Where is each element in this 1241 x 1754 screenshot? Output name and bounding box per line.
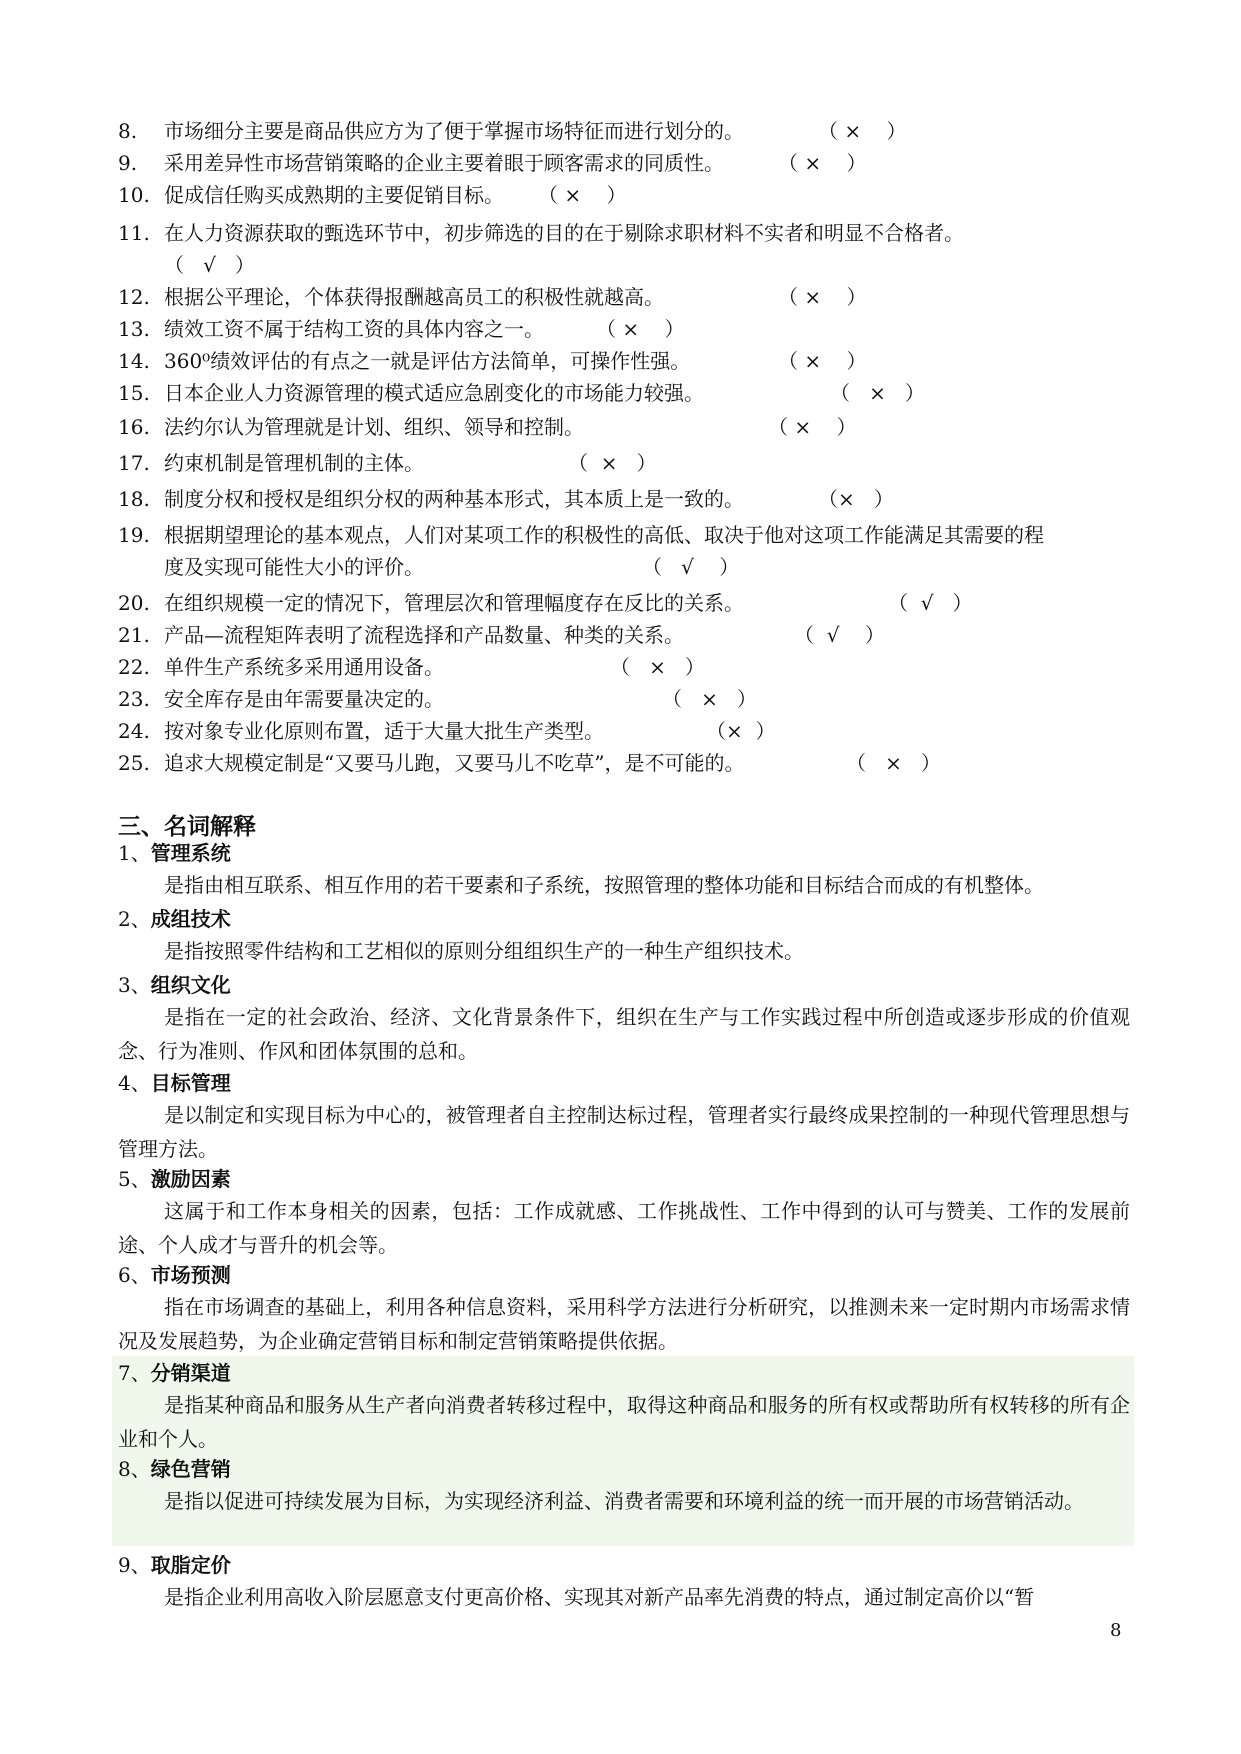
question-number: 12. xyxy=(118,285,150,309)
term-name: 目标管理 xyxy=(150,1071,231,1095)
question-item xyxy=(118,622,885,648)
question-number: 11. xyxy=(118,221,150,245)
term-name: 激励因素 xyxy=(150,1167,231,1191)
term-number: 9、 xyxy=(118,1553,151,1577)
question-number: 19. xyxy=(118,523,150,547)
term-heading xyxy=(118,1070,231,1096)
term-name: 市场预测 xyxy=(150,1263,231,1287)
question-answer: （ × ） xyxy=(778,285,867,309)
term-heading xyxy=(118,1360,231,1386)
question-item xyxy=(118,380,925,406)
term-definition: 是指按照零件结构和工艺相似的原则分组组织生产的一种生产组织技术。 xyxy=(164,939,804,963)
section-title: 三、名词解释 xyxy=(118,814,256,840)
question-number: 14. xyxy=(118,349,150,373)
question-text: 在组织规模一定的情况下，管理层次和管理幅度存在反比的关系。 xyxy=(164,591,744,615)
question-text: 产品—流程矩阵表明了流程选择和产品数量、种类的关系。 xyxy=(164,623,684,647)
question-continuation-text: 度及实现可能性大小的评价。 xyxy=(164,555,424,579)
term-definition: 指在市场调查的基础上，利用各种信息资料，采用科学方法进行分析研究，以推测未来一定时期内市场需求情况及发展趋势，为企业确定营销目标和制定营销策略提供依据。 xyxy=(118,1295,1130,1353)
question-item xyxy=(118,118,907,144)
question-text: 日本企业人力资源管理的模式适应急剧变化的市场能力较强。 xyxy=(164,381,704,405)
term-heading xyxy=(118,840,231,866)
term-name: 绿色营销 xyxy=(150,1457,231,1481)
question-number: 22. xyxy=(118,655,150,679)
question-continuation xyxy=(164,554,740,580)
question-item xyxy=(118,486,894,512)
question-item xyxy=(118,284,867,310)
term-name: 取脂定价 xyxy=(150,1553,231,1577)
term-definition: 是指以促进可持续发展为目标，为实现经济利益、消费者需要和环境利益的统一而开展的市场营销活动。 xyxy=(164,1489,1084,1513)
question-item xyxy=(118,522,1044,548)
question-item xyxy=(118,654,705,680)
question-answer: （× ） xyxy=(706,719,776,743)
question-answer: （ × ） xyxy=(610,655,705,679)
question-item xyxy=(118,718,776,744)
question-item xyxy=(118,590,973,616)
question-text: 安全库存是由年需要量决定的。 xyxy=(164,687,444,711)
question-answer: （× ） xyxy=(818,487,894,511)
question-text: 按对象专业化原则布置，适于大量大批生产类型。 xyxy=(164,719,604,743)
question-text: 约束机制是管理机制的主体。 xyxy=(164,451,424,475)
question-number: 15. xyxy=(118,381,150,405)
question-number: 8. xyxy=(118,119,138,143)
question-text: 绩效工资不属于结构工资的具体内容之一。 xyxy=(164,317,544,341)
question-item xyxy=(118,686,757,712)
question-answer: （ √ ） xyxy=(888,591,973,615)
term-heading xyxy=(118,1552,231,1578)
question-answer: （ × ） xyxy=(568,451,657,475)
question-item xyxy=(118,750,941,776)
term-number: 2、 xyxy=(118,907,151,931)
term-heading xyxy=(118,1166,231,1192)
question-answer: （ √ ） xyxy=(642,555,740,579)
question-text: 采用差异性市场营销策略的企业主要着眼于顾客需求的同质性。 xyxy=(164,151,724,175)
question-answer: （ × ） xyxy=(778,349,867,373)
question-number: 25. xyxy=(118,751,150,775)
question-answer: （ × ） xyxy=(818,119,907,143)
question-answer: （ × ） xyxy=(846,751,941,775)
question-number: 17. xyxy=(118,451,150,475)
question-text: 单件生产系统多采用通用设备。 xyxy=(164,655,444,679)
term-number: 8、 xyxy=(118,1457,151,1481)
term-definition: 这属于和工作本身相关的因素，包括：工作成就感、工作挑战性、工作中得到的认可与赞美、工作的发展前途、个人成才与晋升的机会等。 xyxy=(118,1199,1130,1257)
question-number: 9. xyxy=(118,151,138,175)
term-number: 4、 xyxy=(118,1071,151,1095)
question-item xyxy=(118,348,867,374)
term-definition: 是指由相互联系、相互作用的若干要素和子系统，按照管理的整体功能和目标结合而成的有机整体。 xyxy=(164,873,1044,897)
page-number: 8 xyxy=(1110,1620,1122,1641)
term-definition: 是以制定和实现目标为中心的，被管理者自主控制达标过程，管理者实行最终成果控制的一种现代管理思想与管理方法。 xyxy=(118,1103,1130,1161)
question-answer: （ × ） xyxy=(768,415,857,439)
question-number: 10. xyxy=(118,183,150,207)
question-text: 促成信任购买成熟期的主要促销目标。 xyxy=(164,183,504,207)
question-text: 根据公平理论，个体获得报酬越高员工的积极性就越高。 xyxy=(164,285,664,309)
question-text: 追求大规模定制是“又要马儿跑，又要马儿不吃草”，是不可能的。 xyxy=(164,751,745,775)
question-item xyxy=(118,220,964,246)
term-heading xyxy=(118,972,231,998)
term-heading xyxy=(118,1262,231,1288)
question-answer: （ × ） xyxy=(830,381,925,405)
term-definition: 是指某种商品和服务从生产者向消费者转移过程中，取得这种商品和服务的所有权或帮助所有权转移的所有企业和个人。 xyxy=(118,1393,1130,1451)
question-answer: （ √ ） xyxy=(794,623,885,647)
term-name: 成组技术 xyxy=(150,907,231,931)
term-name: 管理系统 xyxy=(150,841,231,865)
question-text: 制度分权和授权是组织分权的两种基本形式，其本质上是一致的。 xyxy=(164,487,744,511)
question-text: 360⁰绩效评估的有点之一就是评估方法简单，可操作性强。 xyxy=(164,349,691,373)
question-text: 在人力资源获取的甄选环节中，初步筛选的目的在于剔除求职材料不实者和明显不合格者。 xyxy=(164,221,964,245)
question-number: 16. xyxy=(118,415,150,439)
question-text: 根据期望理论的基本观点，人们对某项工作的积极性的高低、取决于他对这项工作能满足其需要的程 xyxy=(164,523,1044,547)
question-item xyxy=(118,450,657,476)
question-item xyxy=(118,182,627,208)
term-heading xyxy=(118,1456,231,1482)
question-text: 市场细分主要是商品供应方为了便于掌握市场特征而进行划分的。 xyxy=(164,119,744,143)
question-item xyxy=(118,316,685,342)
question-number: 20. xyxy=(118,591,150,615)
term-number: 3、 xyxy=(118,973,151,997)
term-heading xyxy=(118,906,231,932)
term-name: 组织文化 xyxy=(150,973,231,997)
question-number: 23. xyxy=(118,687,150,711)
question-answer: （ × ） xyxy=(538,183,627,207)
question-item xyxy=(118,150,867,176)
question-number: 18. xyxy=(118,487,150,511)
question-item xyxy=(118,414,857,440)
term-definition: 是指企业利用高收入阶层愿意支付更高价格、实现其对新产品率先消费的特点，通过制定高价以“暂 xyxy=(164,1585,1035,1609)
question-answer: （ √ ） xyxy=(164,253,255,277)
question-answer: （ × ） xyxy=(662,687,757,711)
question-answer: （ × ） xyxy=(596,317,685,341)
term-number: 5、 xyxy=(118,1167,151,1191)
question-number: 13. xyxy=(118,317,150,341)
question-text: 法约尔认为管理就是计划、组织、领导和控制。 xyxy=(164,415,584,439)
question-number: 24. xyxy=(118,719,150,743)
term-number: 1、 xyxy=(118,841,151,865)
term-name: 分销渠道 xyxy=(150,1361,231,1385)
term-number: 6、 xyxy=(118,1263,151,1287)
term-number: 7、 xyxy=(118,1361,151,1385)
term-definition: 是指在一定的社会政治、经济、文化背景条件下，组织在生产与工作实践过程中所创造或逐步形成的价值观念、行为准则、作风和团体氛围的总和。 xyxy=(118,1005,1130,1063)
question-answer: （ × ） xyxy=(778,151,867,175)
question-number: 21. xyxy=(118,623,150,647)
